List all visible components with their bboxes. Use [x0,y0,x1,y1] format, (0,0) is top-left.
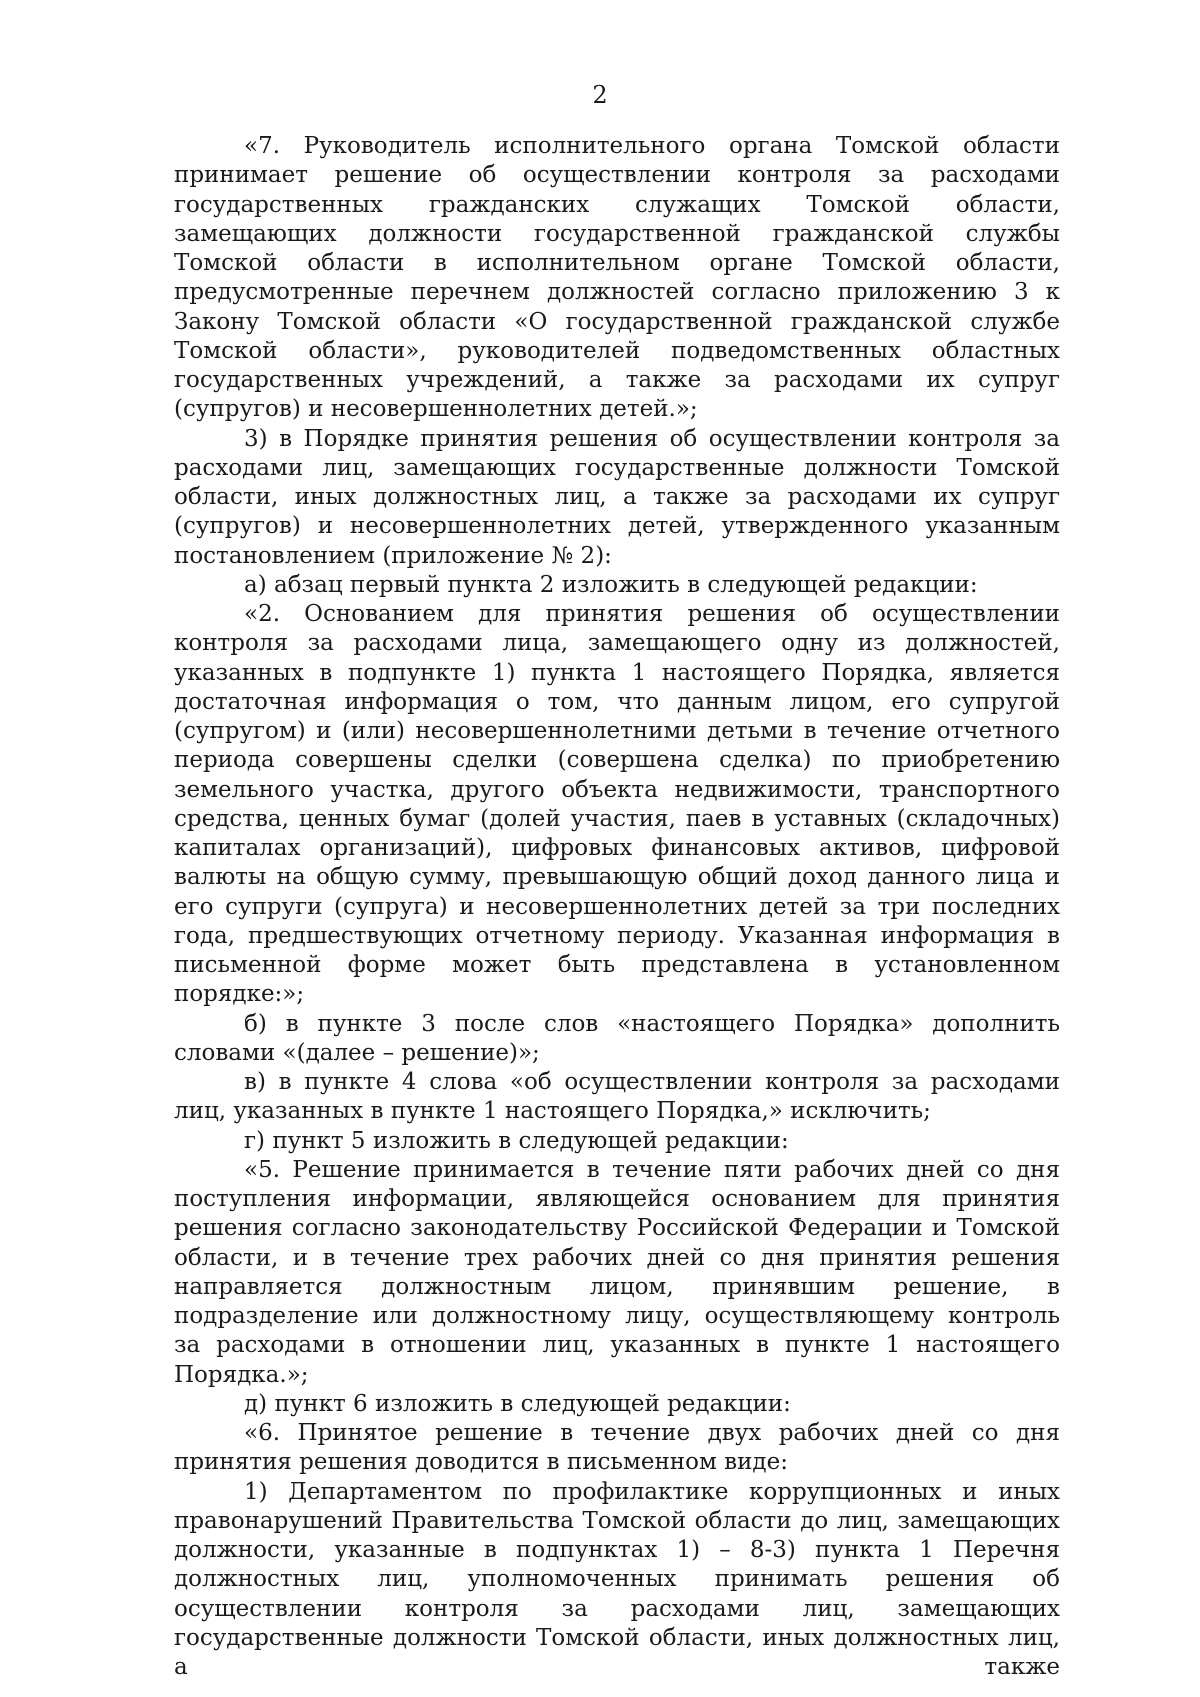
paragraph-clause-5: «5. Решение принимается в течение пяти рабочих дней со дня поступления информации, являющейся основанием для принятия решения согласно законодательству Российской Федерации и Томской области, и в течение трех рабочих дней со дня принятия решения направляется должностным лицом, принявшим решение, в подразделение или должностному лицу, осуществляющему контроль за расходами в отношении лиц, указанных в пункте 1 настоящего Порядка.»; [174,1156,1060,1388]
paragraph-subitem-d: д) пункт 6 изложить в следующей редакции: [244,1390,791,1417]
paragraph-clause-2: «2. Основанием для принятия решения об осуществлении контроля за расходами лица, замещающего одну из должностей, указанных в подпункте 1) пункта 1 настоящего Порядка, является достаточная информация о том, что данным лицом, его супругой (супругом) и (или) несовершеннолетними детьми в течение отчетного периода совершены сделки (совершена сделка) по приобретению земельного участка, другого объекта недвижимости, транспортного средства, ценных бумаг (долей участия, паев в уставных (складочных) капиталах организаций), цифровых финансовых активов, цифровой валюты на общую сумму, превышающую общий доход данного лица и его супруги (супруга) и несовершеннолетних детей за три последних года, предшествующих отчетному периоду. Указанная информация в письменной форме может быть представлена в установленном порядке:»; [174,601,1060,1008]
paragraph-subitem-v: в) в пункте 4 слова «об осуществлении контроля за расходами лиц, указанных в пункте 1 настоящего Порядка,» исключить; [174,1069,1060,1125]
document-body [174,132,1060,1682]
paragraph-subitem-g: г) пункт 5 изложить в следующей редакции: [244,1127,789,1154]
page-number: 2 [592,81,608,109]
paragraph-clause-6: «6. Принятое решение в течение двух рабочих дней со дня принятия решения доводится в письменном виде: [174,1420,1060,1476]
paragraph-clause-7: «7. Руководитель исполнительного органа Томской области принимает решение об осуществлении контроля за расходами государственных гражданских служащих Томской области, замещающих должности государственной гражданской службы Томской области в исполнительном органе Томской области, предусмотренные перечнем должностей согласно приложению 3 к Закону Томской области «О государственной гражданской службе Томской области», руководителей подведомственных областных государственных учреждений, а также за расходами их супруг (супругов) и несовершеннолетних детей.»; [174,133,1060,423]
paragraph-subitem-b: б) в пункте 3 после слов «настоящего Порядка» дополнить словами «(далее – решение)»; [174,1010,1060,1066]
paragraph-subclause-1: 1) Департаментом по профилактике коррупционных и иных правонарушений Правительства Томской области до лиц, замещающих должности, указанные в подпунктах 1) – 8-3) пункта 1 Перечня должностных лиц, уполномоченных принимать решения об осуществлении контроля за расходами лиц, замещающих государственные должности Томской области, иных должностных лиц, а также [174,1478,1060,1680]
paragraph-subitem-a: а) абзац первый пункта 2 изложить в следующей редакции: [244,571,978,598]
paragraph-item-3: 3) в Порядке принятия решения об осуществлении контроля за расходами лиц, замещающих государственные должности Томской области, иных должностных лиц, а также за расходами их супруг (супругов) и несовершеннолетних детей, утвержденного указанным постановлением (приложение № 2): [174,425,1060,569]
